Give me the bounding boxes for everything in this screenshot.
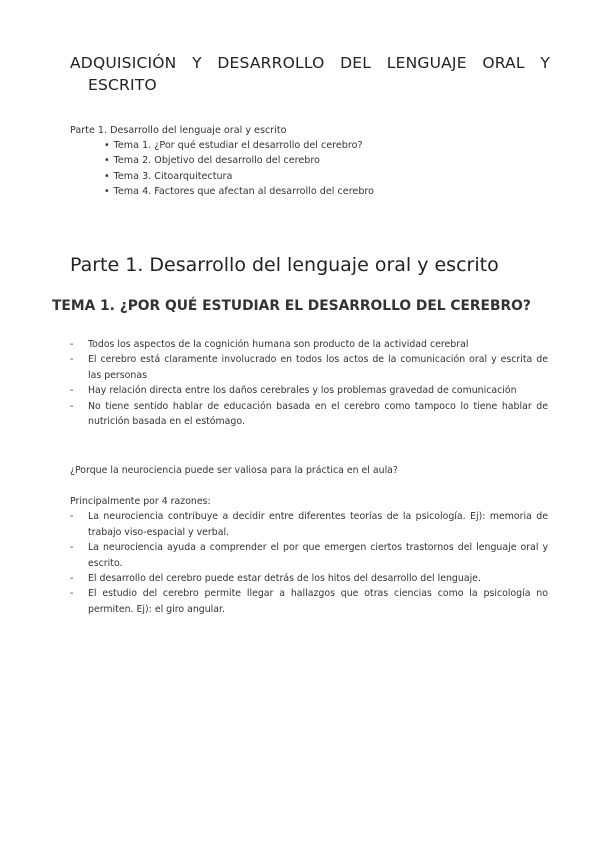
toc-heading: Parte 1. Desarrollo del lenguaje oral y escrito: [70, 125, 287, 136]
document-title: [70, 52, 550, 96]
table-of-contents: [70, 123, 374, 199]
list-item: - Hay relación directa entre los daños cerebrales y los problemas gravedad de comunicación: [70, 383, 548, 398]
title-word: ORAL: [482, 54, 525, 72]
document-title-line-2: ESCRITO: [88, 76, 157, 94]
list-item: - El estudio del cerebro permite llegar a hallazgos que otras ciencias como la psicología no permiten. Ej): el giro angular.: [70, 586, 548, 617]
question-paragraph: ¿Porque la neurociencia puede ser valiosa para la práctica en el aula?: [70, 465, 398, 476]
part-title: Parte 1. Desarrollo del lenguaje oral y escrito: [70, 254, 499, 276]
title-word: LENGUAJE: [386, 54, 467, 72]
list-item: - La neurociencia ayuda a comprender el por que emergen ciertos trastornos del lenguaje oral y escrito.: [70, 540, 548, 571]
list-item: - Todos los aspectos de la cognición humana son producto de la actividad cerebral: [70, 337, 548, 352]
toc-item: • Tema 2. Objetivo del desarrollo del cerebro: [104, 153, 374, 168]
list-item: - La neurociencia contribuye a decidir entre diferentes teorías de la psicología. Ej): memoria de trabajo viso-espacial y verbal.: [70, 509, 548, 540]
reasons-list: [70, 509, 548, 617]
toc-item: • Tema 1. ¿Por qué estudiar el desarrollo del cerebro?: [104, 138, 374, 153]
reasons-section: [70, 494, 548, 617]
title-word: ADQUISICIÓN: [70, 54, 177, 72]
title-word: Y: [540, 54, 550, 72]
tema-title: TEMA 1. ¿POR QUÉ ESTUDIAR EL DESARROLLO DEL CEREBRO?: [52, 298, 531, 314]
title-word: Y: [192, 54, 202, 72]
toc-list: [70, 138, 374, 199]
toc-item: • Tema 3. Citoarquitectura: [104, 169, 374, 184]
document-title-line-1: [70, 52, 550, 74]
list-item: - El desarrollo del cerebro puede estar detrás de los hitos del desarrollo del lenguaje.: [70, 571, 548, 586]
title-word: DEL: [340, 54, 372, 72]
list-item: - No tiene sentido hablar de educación basada en el cerebro como tampoco lo tiene hablar de nutrición basada en el estómago.: [70, 399, 548, 430]
toc-item: • Tema 4. Factores que afectan al desarrollo del cerebro: [104, 184, 374, 199]
list-item: - El cerebro está claramente involucrado en todos los actos de la comunicación oral y escrita de las personas: [70, 352, 548, 383]
reasons-intro: Principalmente por 4 razones:: [70, 496, 211, 507]
key-points-list: [70, 337, 548, 429]
title-word: DESARROLLO: [217, 54, 325, 72]
key-points-section: [70, 337, 548, 429]
